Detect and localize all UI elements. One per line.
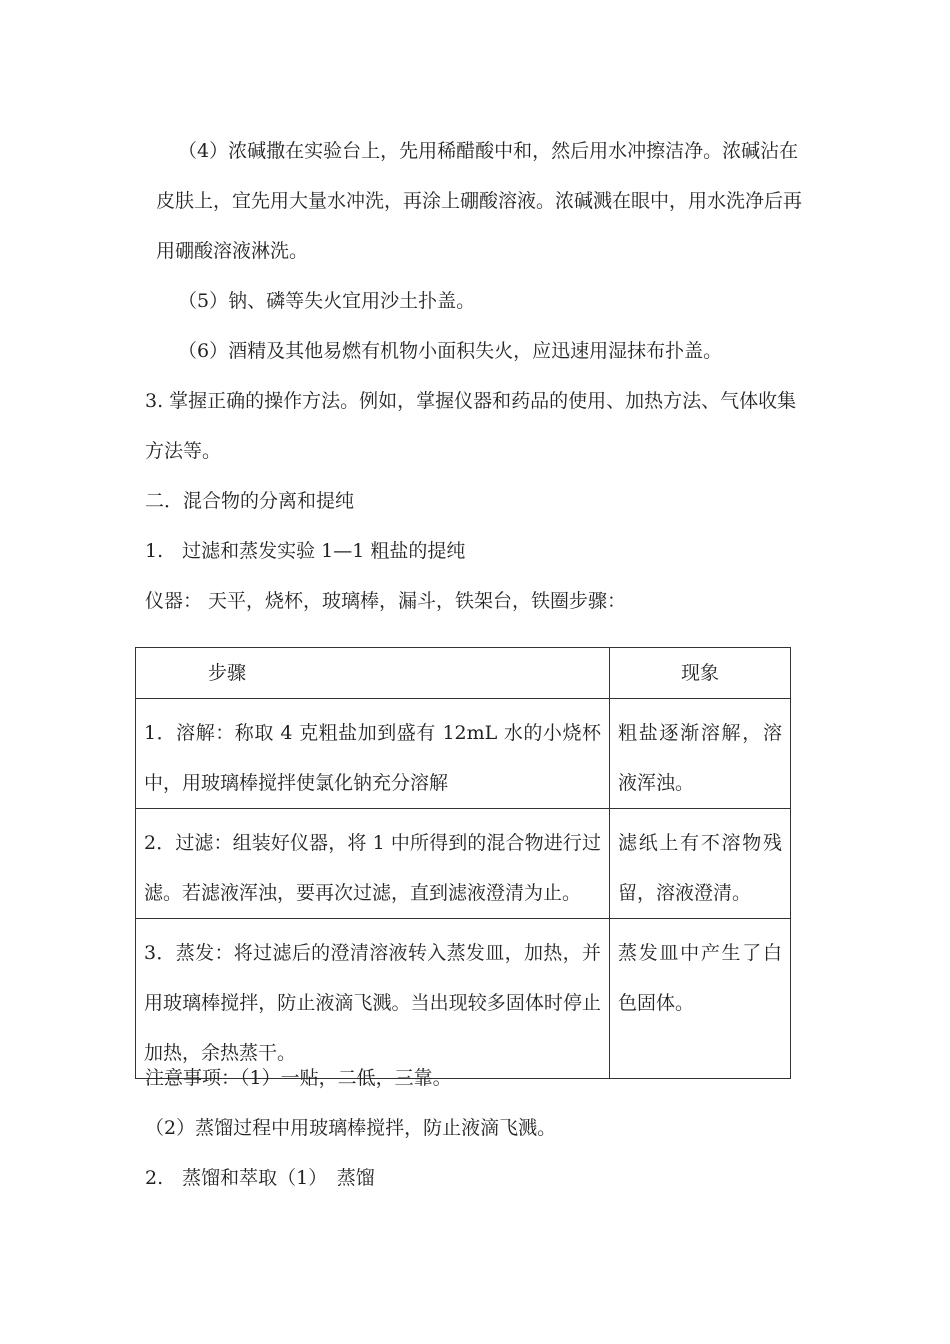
step-cell: 1．溶解：称取 4 克粗盐加到盛有 12mL 水的小烧杯中，用玻璃棒搅拌使氯化钠充分溶解 [144,722,601,794]
phenomenon-cell: 蒸发皿中产生了白色固体。 [618,942,782,1014]
table-row [136,919,791,1079]
phenomenon-cell: 滤纸上有不溶物残留，溶液澄清。 [618,832,782,904]
paragraph-line: （4）浓碱撒在实验台上，先用稀醋酸中和，然后用水冲擦洁净。浓碱沾在 [178,140,799,162]
table-row [136,809,791,919]
note-line: （2）蒸馏过程中用玻璃棒搅拌，防止液滴飞溅。 [145,1117,557,1139]
section-heading: 二．混合物的分离和提纯 [145,490,355,512]
paragraph-line: 用硼酸溶液淋洗。 [156,240,309,262]
paragraph-line: 方法等。 [145,440,222,462]
paragraph-line: （5）钠、磷等失火宜用沙土扑盖。 [178,290,476,312]
paragraph-line: （6）酒精及其他易燃有机物小面积失火，应迅速用湿抹布扑盖。 [178,340,723,362]
paragraph-line: 皮肤上，宜先用大量水冲洗，再涂上硼酸溶液。浓碱溅在眼中，用水洗净后再 [156,190,803,212]
subsection-heading: 1. 过滤和蒸发实验 1—1 粗盐的提纯 [145,540,466,562]
paragraph-line: 仪器： 天平，烧杯，玻璃棒，漏斗，铁架台，铁圈步骤： [145,590,627,612]
subsection-heading: 2. 蒸馏和萃取（1） 蒸馏 [145,1167,375,1189]
note-line: 注意事项：（1）一贴，二低，三靠。 [145,1067,452,1089]
table-row [136,699,791,809]
step-cell: 3．蒸发：将过滤后的澄清溶液转入蒸发皿，加热，并用玻璃棒搅拌，防止液滴飞溅。当出现较多固体时停止加热，余热蒸干。 [144,942,601,1064]
procedure-table [135,647,791,1079]
paragraph-line: 3. 掌握正确的操作方法。例如，掌握仪器和药品的使用、加热方法、气体收集 [145,390,797,412]
table-header-step: 步骤 [136,648,610,699]
step-cell: 2．过滤：组装好仪器，将 1 中所得到的混合物进行过滤。若滤液浑浊，要再次过滤，直到滤液澄清为止。 [144,832,601,904]
table-header-row [136,648,791,699]
phenomenon-cell: 粗盐逐渐溶解，溶液浑浊。 [618,722,782,794]
table-header-phenomenon: 现象 [610,648,791,699]
